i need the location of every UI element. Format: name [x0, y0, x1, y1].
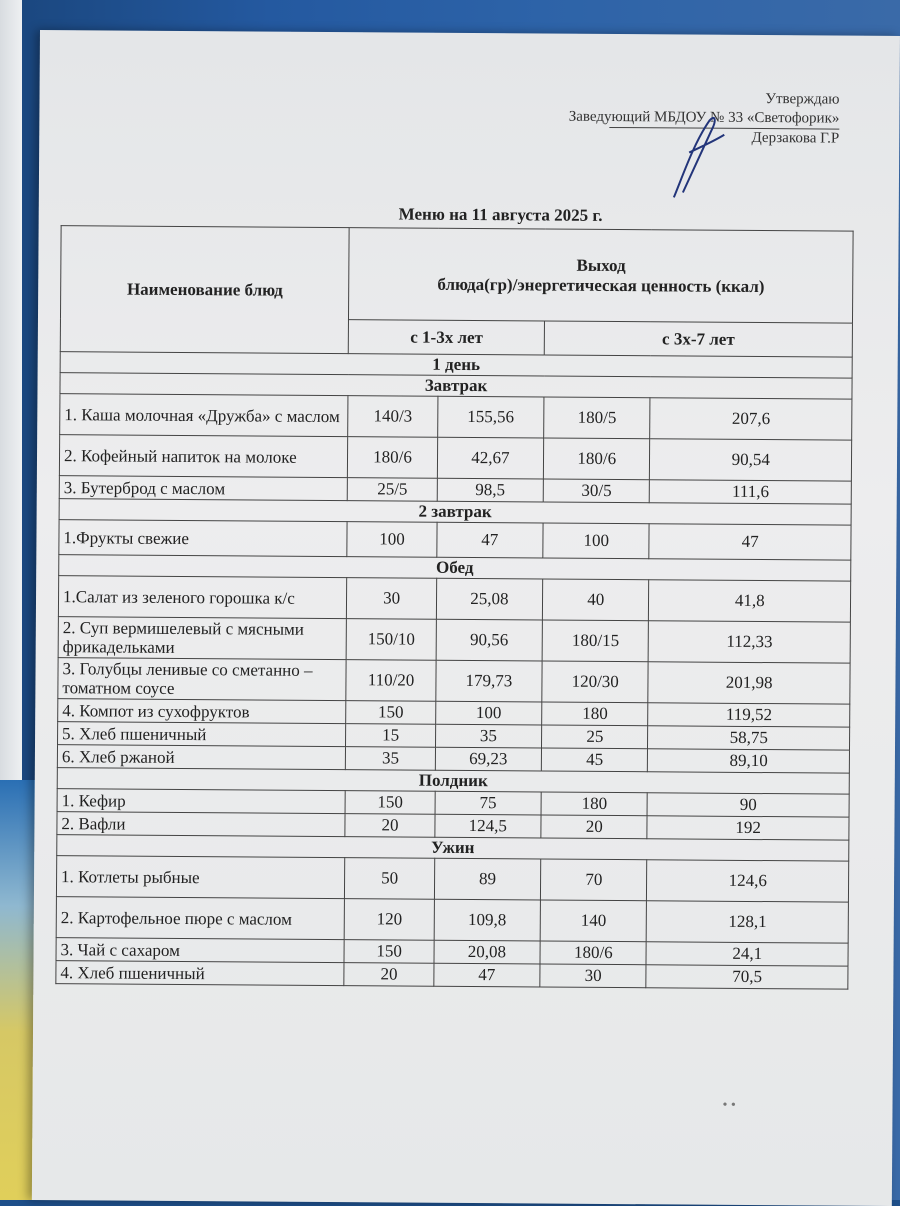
kcal-1-3: 47 [434, 963, 541, 987]
header-yield-line1: Выход [576, 255, 626, 275]
kcal-1-3: 47 [437, 522, 544, 558]
dish-name: 5. Хлеб пшеничный [58, 722, 347, 747]
dish-name: 2. Кофейный напиток на молоке [59, 435, 348, 478]
section-label: Завтрак [60, 373, 852, 400]
table-row [58, 658, 850, 705]
table-row [58, 576, 850, 623]
kcal-3-7: 119,52 [648, 703, 850, 727]
approval-label: Утверждаю [765, 91, 840, 108]
kcal-3-7: 192 [647, 816, 849, 840]
table-row [59, 520, 851, 561]
header-dish: Наименование блюд [60, 226, 349, 354]
header-age-1-3: с 1-3х лет [349, 320, 545, 355]
yield-3-7: 30/5 [543, 479, 650, 503]
dish-name: 4. Хлеб пшеничный [56, 961, 345, 986]
kcal-1-3: 100 [435, 701, 542, 725]
yield-3-7: 180/6 [543, 438, 650, 480]
table-row [56, 961, 848, 990]
yield-1-3: 15 [346, 724, 435, 748]
kcal-1-3: 75 [435, 791, 542, 815]
kcal-3-7: 47 [649, 524, 851, 560]
table-row [56, 897, 848, 944]
yield-3-7: 70 [541, 859, 648, 901]
day-label: 1 день [60, 352, 852, 379]
menu-sheet [32, 30, 900, 1206]
kcal-3-7: 201,98 [648, 662, 850, 704]
section-label: Обед [59, 555, 851, 582]
table-row [59, 435, 851, 482]
yield-3-7: 100 [543, 523, 650, 559]
yield-1-3: 140/3 [348, 396, 438, 438]
kcal-3-7: 89,10 [648, 749, 850, 773]
kcal-3-7: 58,75 [648, 726, 850, 750]
kcal-3-7: 112,33 [649, 621, 851, 663]
header-age-3-7: с 3х-7 лет [544, 321, 852, 357]
dish-name: 1.Фрукты свежие [59, 520, 348, 557]
yield-3-7: 180 [541, 792, 648, 816]
table-row [56, 856, 848, 903]
yield-3-7: 30 [540, 964, 647, 988]
kcal-1-3: 35 [435, 724, 542, 748]
yield-1-3: 35 [346, 747, 435, 771]
dish-name: 6. Хлеб ржаной [57, 745, 346, 770]
yield-3-7: 120/30 [542, 661, 649, 703]
kcal-1-3: 89 [434, 858, 541, 900]
kcal-1-3: 124,5 [435, 814, 542, 838]
kcal-3-7: 41,8 [649, 580, 851, 622]
dish-name: 1. Кефир [57, 789, 346, 814]
yield-1-3: 20 [344, 963, 433, 987]
kcal-1-3: 155,56 [437, 396, 544, 438]
kcal-3-7: 90,54 [650, 439, 852, 481]
kcal-3-7: 70,5 [646, 965, 848, 989]
yield-1-3: 110/20 [346, 660, 436, 702]
table-row [58, 617, 850, 664]
page-title: Меню на 11 августа 2025 г. [398, 204, 603, 225]
section-label: Полдник [57, 768, 849, 795]
header-yield-line2: блюда(гр)/энергетическая ценность (ккал) [437, 274, 765, 296]
kcal-3-7: 24,1 [646, 942, 848, 966]
dish-name: 1. Каша молочная «Дружба» с маслом [60, 394, 349, 437]
yield-3-7: 180/15 [542, 620, 649, 662]
dish-name: 3. Голубцы ленивые со сметанно –томатном соусе [58, 658, 347, 701]
yield-1-3: 20 [345, 814, 434, 838]
dish-name: 4. Компот из сухофруктов [58, 699, 347, 724]
section-label: Ужин [57, 835, 849, 862]
kcal-3-7: 128,1 [647, 901, 849, 943]
yield-3-7: 20 [541, 815, 648, 839]
dish-name: 1. Котлеты рыбные [56, 856, 345, 899]
kcal-3-7: 124,6 [647, 860, 849, 902]
approval-position: Заведующий МБДОУ № 33 «Светофорик» [568, 108, 840, 127]
yield-1-3: 25/5 [348, 478, 437, 502]
kcal-1-3: 25,08 [436, 578, 543, 620]
yield-1-3: 150 [346, 701, 435, 725]
yield-3-7: 180 [542, 702, 649, 726]
dish-name: 2. Картофельное пюре с маслом [56, 897, 345, 940]
kcal-1-3: 90,56 [436, 619, 543, 661]
kcal-1-3: 109,8 [434, 899, 541, 941]
dish-name: 3. Чай с сахаром [56, 938, 345, 963]
yield-3-7: 180/5 [544, 397, 651, 439]
decorative-dots: • • [722, 1097, 736, 1113]
menu-table [55, 225, 853, 990]
table-row [60, 394, 852, 441]
kcal-3-7: 207,6 [650, 398, 852, 440]
kcal-1-3: 42,67 [437, 437, 544, 479]
signature-icon [669, 112, 730, 202]
kcal-1-3: 69,23 [435, 747, 542, 771]
kcal-1-3: 98,5 [437, 478, 544, 502]
dish-name: 2. Суп вермишелевый с мясными фрикадельками [58, 617, 347, 660]
header-yield [349, 228, 853, 324]
yield-3-7: 140 [540, 900, 647, 942]
yield-3-7: 40 [542, 579, 649, 621]
kcal-3-7: 111,6 [650, 480, 852, 504]
yield-1-3: 30 [347, 578, 437, 620]
kcal-3-7: 90 [648, 793, 850, 817]
yield-1-3: 50 [345, 858, 435, 900]
dish-name: 2. Вафли [57, 812, 346, 837]
dish-name: 3. Бутерброд с маслом [59, 476, 348, 501]
yield-3-7: 25 [542, 725, 649, 749]
dish-name: 1.Салат из зеленого горошка к/с [58, 576, 347, 619]
yield-1-3: 120 [345, 899, 435, 941]
kcal-1-3: 20,08 [434, 940, 541, 964]
yield-1-3: 150/10 [347, 619, 437, 661]
section-label: 2 завтрак [59, 499, 851, 526]
kcal-1-3: 179,73 [436, 660, 543, 702]
approval-name: Дерзакова Г.Р [609, 127, 839, 149]
yield-1-3: 100 [347, 522, 437, 558]
yield-3-7: 180/6 [540, 941, 647, 965]
yield-3-7: 45 [541, 748, 648, 772]
yield-1-3: 150 [345, 791, 434, 815]
yield-1-3: 180/6 [348, 437, 438, 479]
yield-1-3: 150 [344, 940, 433, 964]
